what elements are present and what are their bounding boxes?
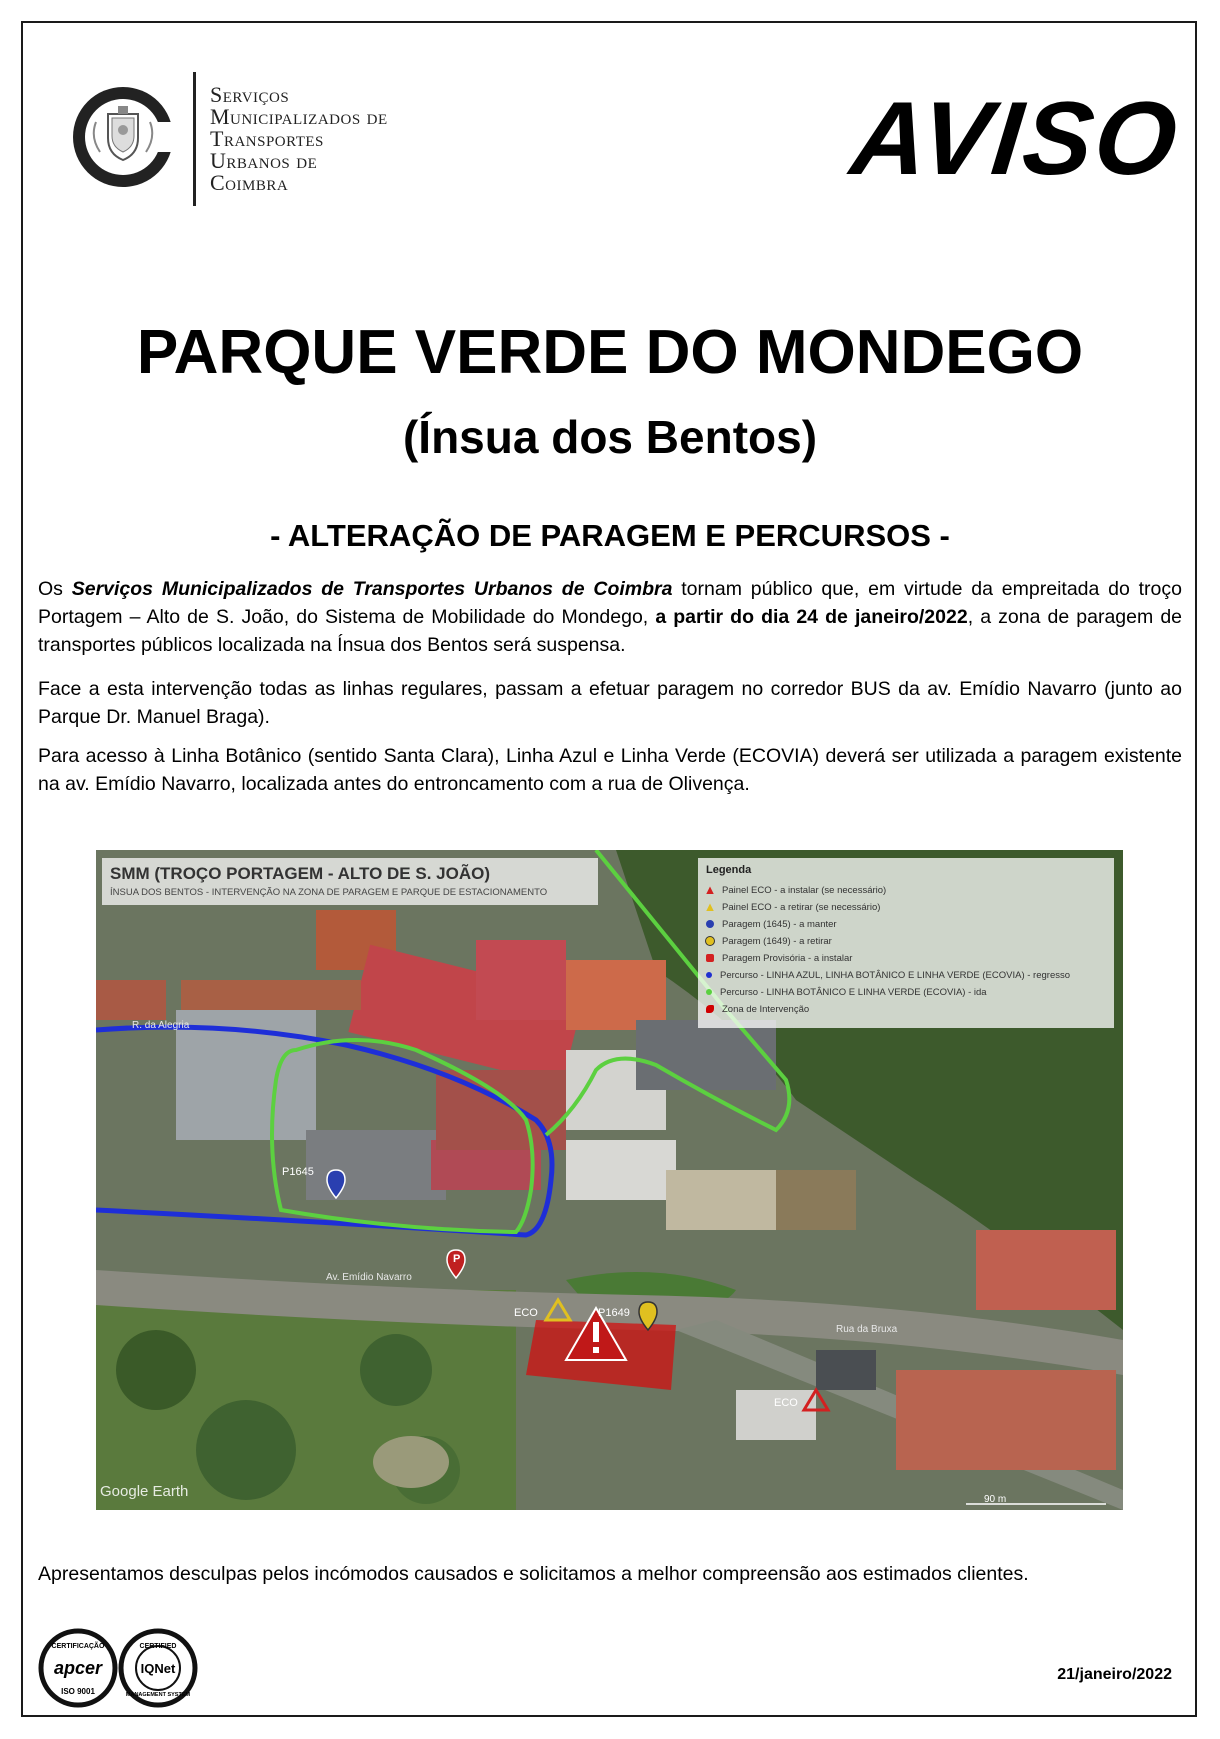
triangle-yellow-icon [706, 903, 714, 911]
route-map [96, 850, 1123, 1510]
map-title: SMM (TROÇO PORTAGEM - ALTO DE S. JOÃO) [110, 864, 490, 883]
eco-label: ECO [774, 1397, 798, 1409]
street-label: R. da Alegria [132, 1020, 190, 1031]
map-legend [698, 858, 1114, 1028]
organization-reference: Serviços Municipalizados de Transportes Urbanos de Coimbra [71, 578, 673, 600]
paragraph-intro: Os Serviços Municipalizados de Transportes Urbanos de Coimbra tornam público que, em virtude da empreitada do troço Portagem – Alto de S. João, do Sistema de Mobilidade do Mondego, a partir do dia 24 de janeiro/2022, a zona de paragem de transportes públicos localizada na Ínsua dos Bentos será suspensa. [38, 578, 1183, 656]
street-label: Av. Emídio Navarro [326, 1272, 412, 1283]
legend-item: Paragem Provisória - a instalar [706, 950, 1106, 967]
org-line: Urbanos de [210, 148, 318, 173]
iqnet-top-text: CERTIFIED [139, 1643, 177, 1650]
apcer-certification-logo [38, 1628, 118, 1708]
org-line: Coimbra [210, 170, 289, 195]
blue-stop-icon [706, 920, 714, 928]
page-subtitle: (Ínsua dos Bentos) [402, 411, 818, 463]
smtuc-logo [68, 82, 178, 192]
legend-item: Painel ECO - a instalar (se necessário) [706, 882, 1106, 899]
green-route-icon [706, 989, 712, 995]
blue-route-icon [706, 972, 712, 978]
closing-message: Apresentamos desculpas pelos incómodos causados e solicitamos a melhor compreensão aos estimados clientes. [38, 1563, 1029, 1585]
paragraph-stops: Face a esta intervenção todas as linhas regulares, passam a efetuar paragem no corredor BUS da av. Emídio Navarro (junto ao Parque Dr. Manuel Braga). [38, 678, 1182, 728]
iqnet-bottom-text: MANAGEMENT SYSTEM [125, 1692, 191, 1698]
stop-label-keep: P1645 [282, 1166, 314, 1178]
provisional-stop-label: P [453, 1253, 461, 1265]
organization-name [210, 84, 388, 194]
org-line: Serviços [210, 82, 290, 107]
effective-date: a partir do dia 24 de janeiro/2022 [655, 606, 968, 628]
map-watermark: Google Earth [100, 1483, 189, 1500]
legend-title: Legenda [706, 864, 752, 876]
paragraph-lines: Para acesso à Linha Botânico (sentido Santa Clara), Linha Azul e Linha Verde (ECOVIA) deverá ser utilizada a paragem existente na av. Emídio Navarro, localizada antes do entroncamento com a rua de Olivença. [38, 745, 1182, 795]
iqnet-name: IQNet [140, 1661, 176, 1676]
org-line: Transportes [210, 126, 324, 151]
apcer-standard: ISO 9001 [61, 1687, 95, 1696]
map-title-box [102, 858, 598, 905]
legend-item: Percurso - LINHA BOTÂNICO E LINHA VERDE (ECOVIA) - ida [706, 984, 1106, 1001]
legend-item: Painel ECO - a retirar (se necessário) [706, 899, 1106, 916]
notice-label: AVISO [845, 81, 1185, 197]
street-label: Rua da Bruxa [836, 1324, 898, 1335]
provisional-stop-icon [706, 954, 714, 962]
legend-item: Zona de Intervenção [706, 1001, 1106, 1018]
legend-item: Paragem (1645) - a manter [706, 916, 1106, 933]
eco-label: ECO [514, 1307, 538, 1319]
page-title: PARQUE VERDE DO MONDEGO [136, 318, 1084, 387]
intervention-zone-icon [706, 1005, 714, 1013]
section-heading: - ALTERAÇÃO DE PARAGEM E PERCURSOS - [270, 518, 950, 553]
org-divider [193, 72, 196, 206]
map-scale: 90 m [984, 1494, 1007, 1505]
org-line: Municipalizados de [210, 104, 388, 129]
legend-item: Paragem (1649) - a retirar [706, 933, 1106, 950]
yellow-stop-icon [706, 937, 714, 945]
stop-label-remove: P1649 [598, 1307, 630, 1319]
iqnet-certification-logo [118, 1628, 198, 1708]
notice-date: 21/janeiro/2022 [1057, 1666, 1172, 1683]
apcer-name: apcer [53, 1658, 103, 1678]
legend-item: Percurso - LINHA AZUL, LINHA BOTÂNICO E LINHA VERDE (ECOVIA) - regresso [706, 967, 1106, 984]
triangle-red-icon [706, 886, 714, 894]
apcer-top-text: CERTIFICAÇÃO [51, 1643, 105, 1650]
map-subtitle: ÍNSUA DOS BENTOS - INTERVENÇÃO NA ZONA DE PARAGEM E PARQUE DE ESTACIONAMENTO [110, 887, 548, 898]
